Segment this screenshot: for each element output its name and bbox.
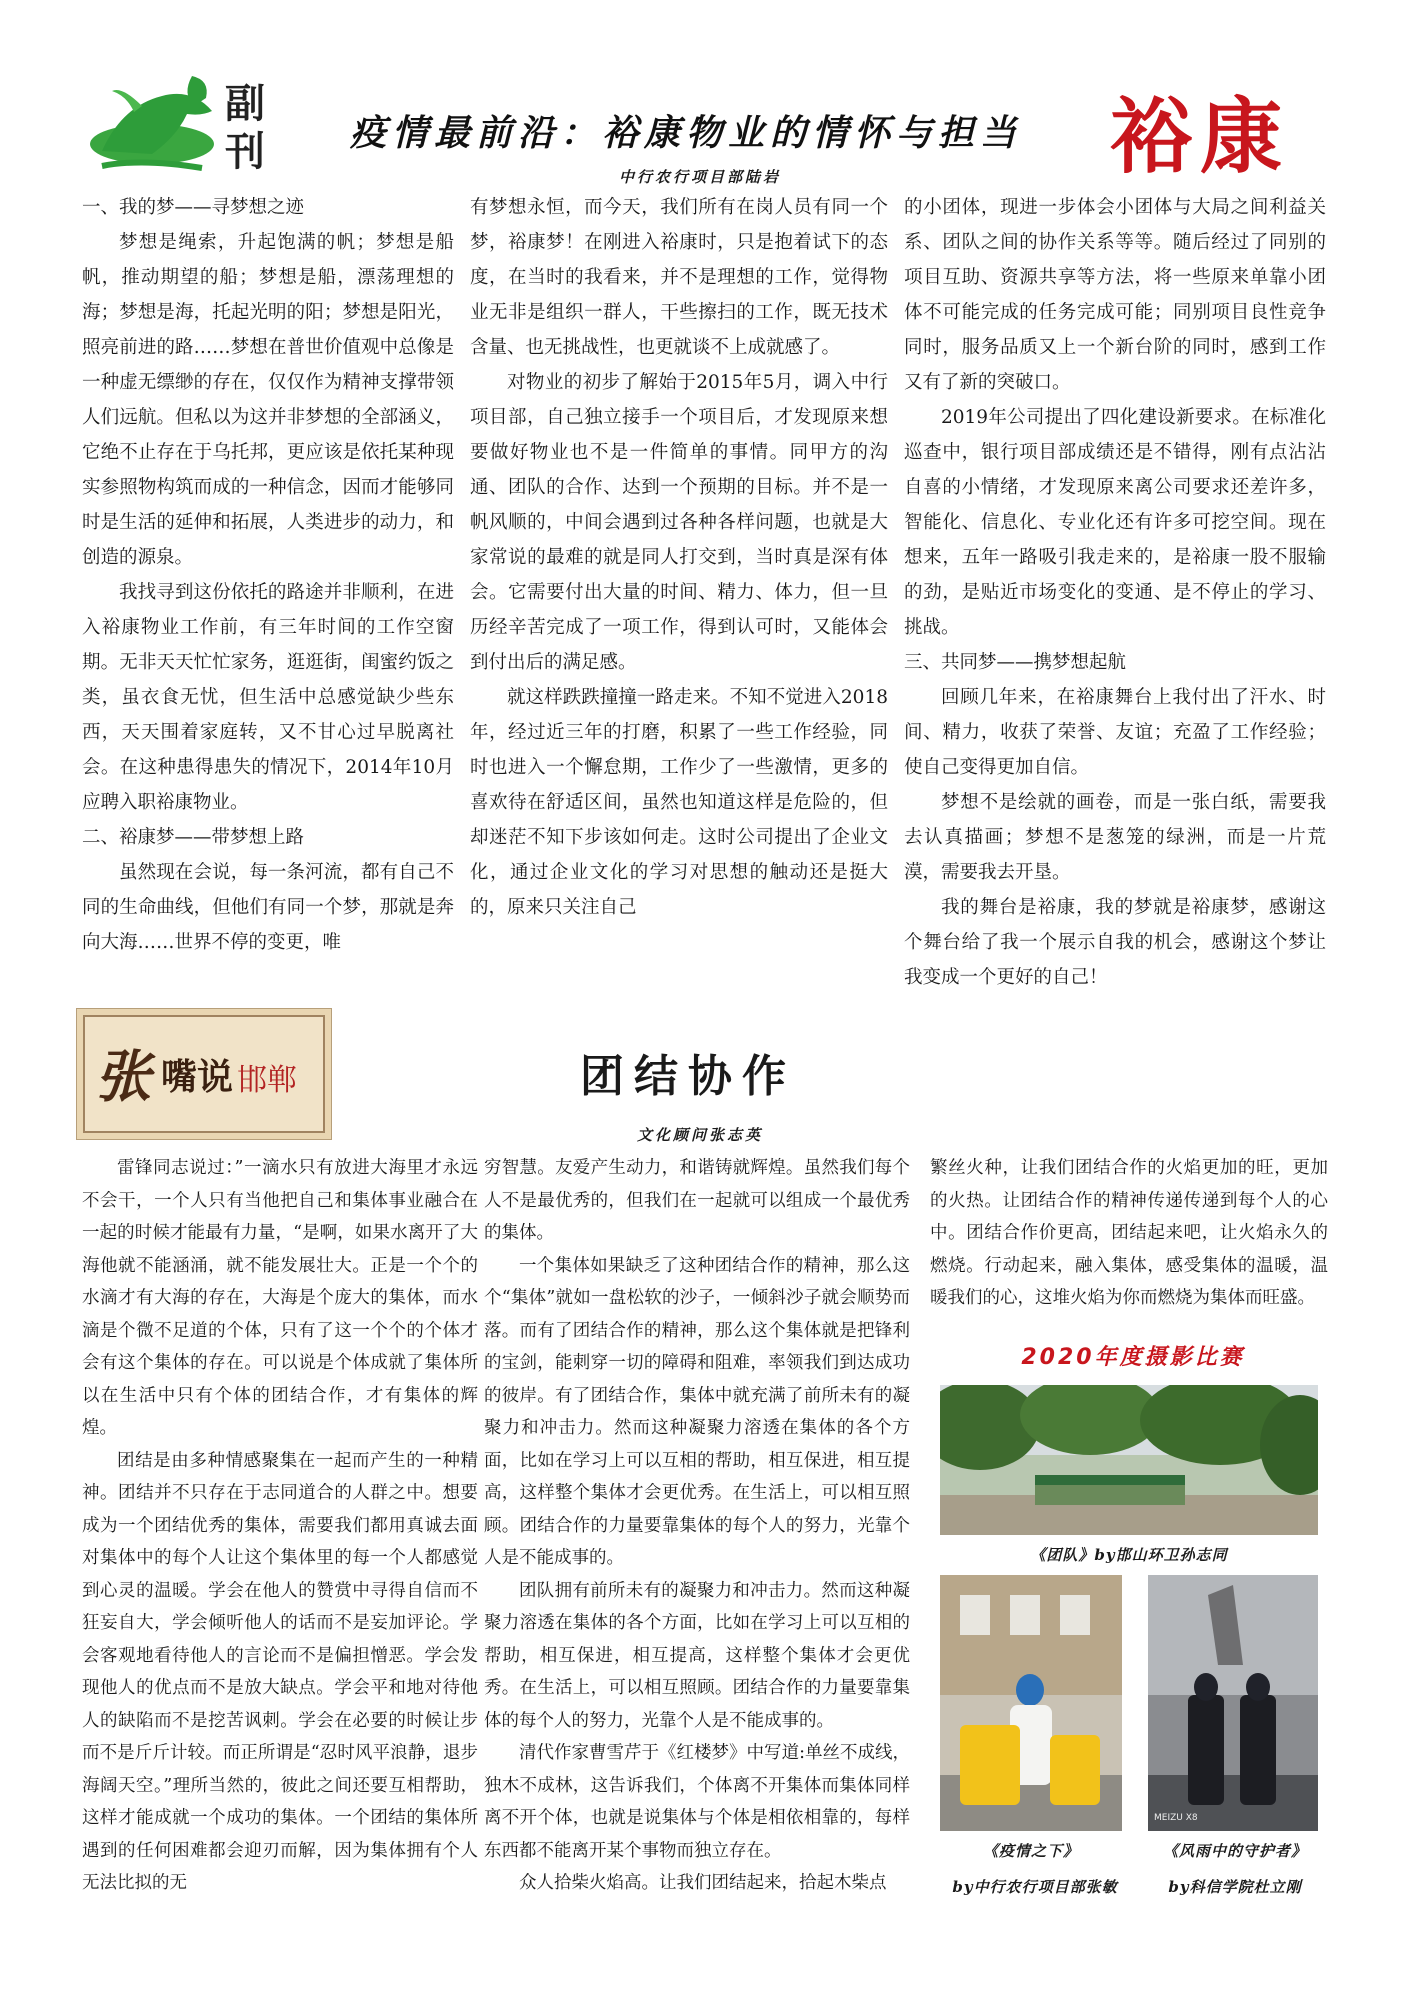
team-photo-image xyxy=(940,1385,1318,1535)
epidemic-photo-image xyxy=(940,1575,1122,1831)
paragraph: 对物业的初步了解始于2015年5月，调入中行项目部，自己独立接手一个项目后，才发现原来想要做好物业也不是一件简单的事情。同甲方的沟通、团队的合作、达到一个预期的目标。并不是一帆风顺的，中间会遇到过各种各样问题，也就是大家常说的最难的就是同人打交到，当时真是深有体会。它需要付出大量的时间、精力、体力，但一旦历经辛苦完成了一项工作，得到认可时，又能体会到付出后的满足感。 xyxy=(470,372,888,673)
paragraph: 梦想是绳索，升起饱满的帆；梦想是船帆，推动期望的船；梦想是船，漂荡理想的海；梦想是海，托起光明的阳；梦想是阳光，照亮前进的路……梦想在普世价值观中总像是一种虚无缥缈的存在，仅仅作为精神支撑带领人们远航。但私以为这并非梦想的全部涵义，它绝不止存在于乌托邦，更应该是依托某种现实参照物构筑而成的一种信念，因而才能够同时是生活的延伸和拓展，人类进步的动力，和创造的源泉。 xyxy=(82,232,454,568)
guardians-photo-image xyxy=(1148,1575,1318,1831)
article2-column-3 xyxy=(930,1152,1328,1315)
photo-guardians-title: 《风雨中的守护者》 xyxy=(1162,1842,1307,1860)
article1-column-1 xyxy=(82,190,454,960)
paragraph: 众人拾柴火焰高。让我们团结起来，拾起木柴点 xyxy=(519,1873,887,1893)
banner-text: 嘴说 xyxy=(161,1056,234,1098)
page-title: 疫情最前沿：裕康物业的情怀与担当 xyxy=(350,113,1023,154)
article1-column-3 xyxy=(904,190,1326,995)
section-heading: 三、共同梦——携梦想起航 xyxy=(904,652,1127,673)
section-label: 副刊 xyxy=(225,81,265,175)
photo-contest-title: 2020年度摄影比赛 xyxy=(1021,1345,1245,1370)
photo-team xyxy=(940,1385,1318,1535)
paragraph: 团队拥有前所未有的凝聚力和冲击力。然而这种凝聚力溶透在集体的各个方面，比如在学习上可以互相的帮助，相互保进，相互提高，这样整个集体才会更优秀。在生活上，可以相互照顾。团结合作的力量要靠集体的每个人的努力，光靠个人是不能成事的。 xyxy=(484,1580,910,1731)
article2-column-2 xyxy=(484,1152,910,1900)
paragraph: 虽然现在会说，每一条河流，都有自己不同的生命曲线，但他们有同一个梦，那就是奔向大海……世界不停的变更，唯 xyxy=(82,862,454,953)
article2-column-1 xyxy=(82,1152,478,1900)
paragraph: 2019年公司提出了四化建设新要求。在标准化巡查中，银行项目部成绩还是不错得，刚有点沾沾自喜的小情绪，才发现原来离公司要求还差许多，智能化、信息化、专业化还有许多可挖空间。现在想来，五年一路吸引我走来的，是裕康一股不服输的劲，是贴近市场变化的变通、是不停止的学习、挑战。 xyxy=(904,407,1326,638)
section-heading: 一、我的梦——寻梦想之迹 xyxy=(82,197,305,218)
paragraph: 团结是由多种情感聚集在一起而产生的一种精神。团结并不只存在于志同道合的人群之中。想要成为一个团结优秀的集体，需要我们都用真诚去面对集体中的每个人让这个集体里的每一个人都感觉到心灵的温暖。学会在他人的赞赏中寻得自信而不狂妄自大，学会倾听他人的话而不是妄加评论。学会客观地看待他人的言论而不是偏担憎恶。学会发现他人的优点而不是放大缺点。学会平和地对待他人的缺陷而不是挖苦讽刺。学会在必要的时候让步而不是斤斤计较。而正所谓是“忍时风平浪静，退步海阔天空。”理所当然的，彼此之间还要互相帮助，这样才能成就一个成功的集体。一个团结的集体所遇到的任何困难都会迎刃而解，因为集体拥有个人无法比拟的无 xyxy=(82,1450,478,1893)
article2-byline: 文化顾问张志英 xyxy=(636,1126,763,1144)
photo-guardians-author: by科信学院杜立刚 xyxy=(1168,1878,1302,1896)
article2-title: 团结协作 xyxy=(580,1051,796,1102)
photo-guardians xyxy=(1148,1575,1318,1831)
photo-epidemic xyxy=(940,1575,1122,1831)
paragraph: 就这样跌跌撞撞一路走来。不知不觉进入2018年，经过近三年的打磨，积累了一些工作经验，同时也进入一个懈怠期，工作少了一些激情，更多的喜欢待在舒适区间，虽然也知道这样是危险的，但却迷茫不知下步该如何走。这时公司提出了企业文化，通过企业文化的学习对思想的触动还是挺大的，原来只关注自己 xyxy=(470,687,888,918)
paragraph: 我的舞台是裕康，我的梦就是裕康梦，感谢这个舞台给了我一个展示自我的机会，感谢这个梦让我变成一个更好的自己！ xyxy=(904,897,1326,988)
paragraph: 回顾几年来，在裕康舞台上我付出了汗水、时间、精力，收获了荣誉、友谊；充盈了工作经验；使自己变得更加自信。 xyxy=(904,687,1326,778)
photo-team-caption: 《团队》by邯山环卫孙志同 xyxy=(1030,1546,1228,1564)
paragraph: 繁丝火种，让我们团结合作的火焰更加的旺，更加的火热。让团结合作的精神传递传递到每个人的心中。团结合作价更高，团结起来吧，让火焰永久的燃烧。行动起来，融入集体，感受集体的温暖，温暖我们的心，这堆火焰为你而燃烧为集体而旺盛。 xyxy=(930,1158,1328,1308)
brand-logo: 裕康 xyxy=(1110,89,1291,185)
section-heading: 二、裕康梦——带梦想上路 xyxy=(82,827,305,848)
photo-epidemic-author: by中行农行项目部张敏 xyxy=(952,1878,1118,1896)
article1-column-2 xyxy=(470,190,888,925)
paragraph: 梦想不是绘就的画卷，而是一张白纸，需要我去认真描画；梦想不是葱笼的绿洲，而是一片荒漠，需要我去开垦。 xyxy=(904,792,1326,883)
paragraph: 清代作家曹雪芹于《红楼梦》中写道:单丝不成线，独木不成林，这告诉我们，个体离不开集体而集体同样离不开个体，也就是说集体与个体是相依相靠的，每样东西都不能离开某个事物而独立存在。 xyxy=(484,1743,910,1861)
paragraph: 我找寻到这份依托的路途并非顺利，在进入裕康物业工作前，有三年时间的工作空窗期。无非天天忙忙家务，逛逛街，闺蜜约饭之类，虽衣食无忧，但生活中总感觉缺少些东西，天天围着家庭转，又不甘心过早脱离社会。在这种患得患失的情况下，2014年10月应聘入职裕康物业。 xyxy=(82,582,454,813)
paragraph: 的小团体，现进一步体会小团体与大局之间利益关系、团队之间的协作关系等等。随后经过了同别的项目互助、资源共享等方法，将一些原来单靠小团体不可能完成的任务完成可能；同别项目良性竞争同时，服务品质又上一个新台阶的同时，感到工作又有了新的突破口。 xyxy=(904,197,1326,393)
photo-epidemic-title: 《疫情之下》 xyxy=(982,1842,1079,1860)
column-banner xyxy=(76,1008,332,1140)
paragraph: 穷智慧。友爱产生动力，和谐铸就辉煌。虽然我们每个人不是最优秀的，但我们在一起就可以组成一个最优秀的集体。 xyxy=(484,1158,910,1243)
photo-watermark: MEIZU X8 xyxy=(1154,1813,1198,1823)
paragraph: 雷锋同志说过：”一滴水只有放进大海里才永远不会干，一个人只有当他把自己和集体事业融合在一起的时候才能最有力量，“是啊，如果水离开了大海他就不能涵涌，就不能发展壮大。正是一个个的水滴才有大海的存在，大海是个庞大的集体，而水滴是个微不足道的个体，只有了这一个个的个体才会有这个集体的存在。可以说是个体成就了集体所以在生活中只有个体的团结合作，才有集体的辉煌。 xyxy=(82,1158,478,1438)
article-byline: 中行农行项目部陆岩 xyxy=(618,168,781,186)
paragraph: 有梦想永恒，而今天，我们所有在岗人员有同一个梦，裕康梦！在刚进入裕康时，只是抱着试下的态度，在当时的我看来，并不是理想的工作，觉得物业无非是组织一群人，干些擦扫的工作，既无技术含量、也无挑战性，也更就谈不上成就感了。 xyxy=(470,197,888,358)
banner-char: 张 xyxy=(95,1044,151,1110)
paragraph: 一个集体如果缺乏了这种团结合作的精神，那么这个“集体”就如一盘松软的沙子，一倾斜沙子就会顺势而落。而有了团结合作的精神，那么这个集体就是把锋利的宝剑，能刺穿一切的障碍和阻难，率领我们到达成功的彼岸。有了团结合作，集体中就充满了前所未有的凝聚力和冲击力。然而这种凝聚力溶透在集体的各个方面，比如在学习上可以互相的帮助，相互保进，相互提高，这样整个集体才会更优秀。在生活上，可以相互照顾。团结合作的力量要靠集体的每个人的努力，光靠个人是不能成事的。 xyxy=(484,1255,910,1568)
banner-city: 邯郸 xyxy=(237,1063,297,1098)
